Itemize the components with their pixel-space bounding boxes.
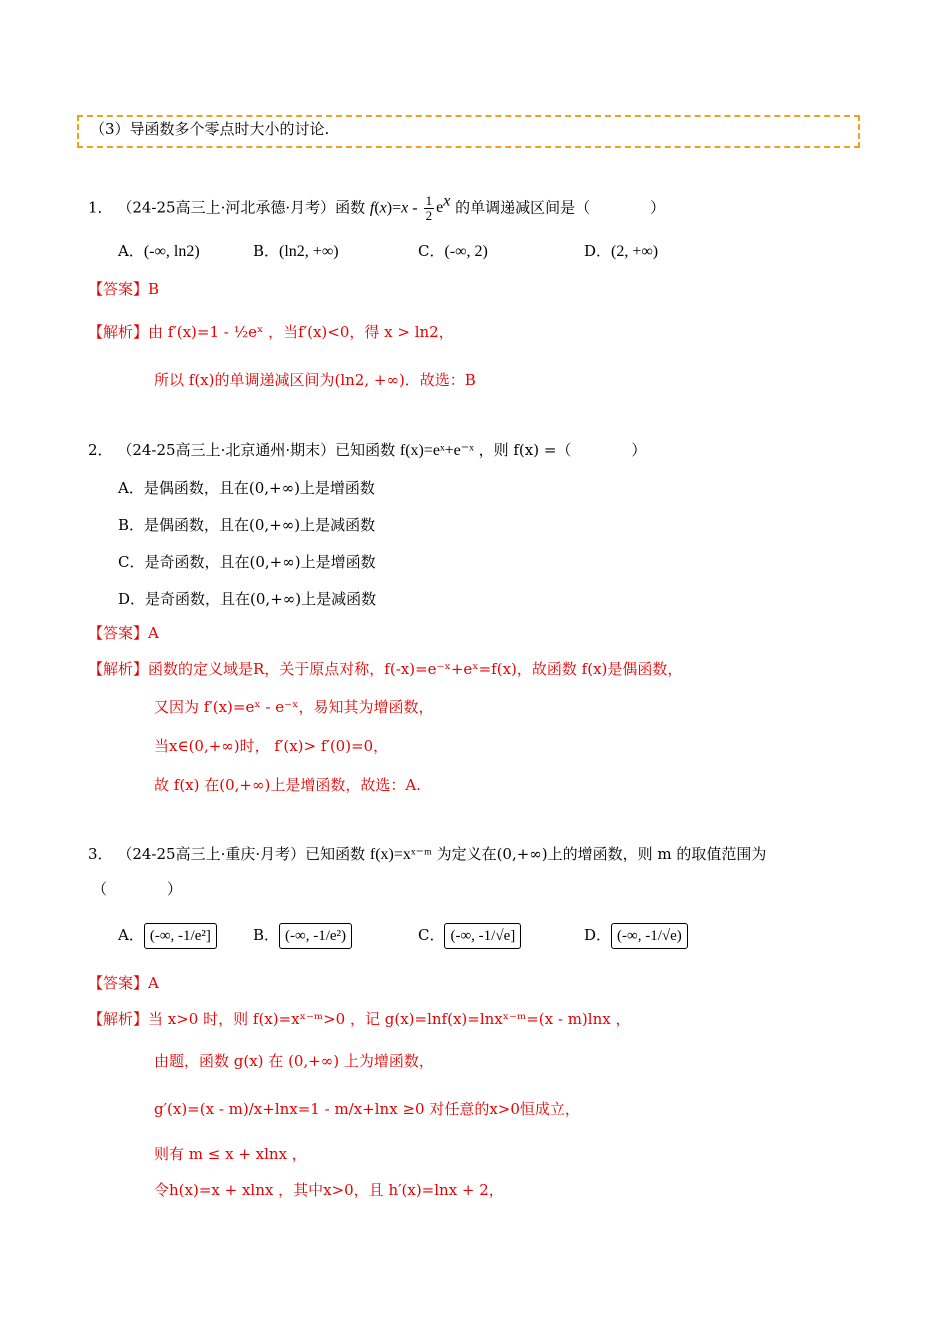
q1-answer: 【答案】B: [88, 280, 160, 298]
q3-option-b[interactable]: B． (-∞, -1/e²): [253, 923, 352, 949]
q3-stem-tail: （ ）: [92, 880, 183, 898]
q1-option-d[interactable]: D．(2, +∞): [584, 242, 659, 260]
q1-number: 1．: [88, 198, 113, 217]
q1-option-b[interactable]: B．(ln2, +∞): [253, 242, 339, 260]
q2-option-a[interactable]: A．是偶函数，且在(0,+∞)上是增函数: [118, 479, 375, 497]
q1-option-c[interactable]: C．(-∞, 2): [418, 242, 488, 260]
q2-analysis-line-4: 故 f(x) 在(0,+∞)上是增函数，故选：A.: [154, 776, 421, 794]
q2-answer: 【答案】A: [88, 624, 159, 642]
q1-option-a[interactable]: A．(-∞, ln2): [118, 242, 200, 260]
q3-source: （24-25高三上·重庆·月考）已知函数: [117, 845, 366, 863]
q1-analysis-line-1: 【解析】由 f′(x)=1 - ½eˣ ，当f′(x)<0，得 x > ln2，: [88, 323, 454, 341]
q2-function: f(x)=eˣ+e⁻ˣ: [399, 442, 474, 459]
q2-number: 2．: [88, 441, 113, 459]
q2-analysis-line-1: 【解析】函数的定义域是R，关于原点对称，f(-x)=e⁻ˣ+eˣ=f(x)，故函数 f(x)是偶函数，: [88, 660, 683, 678]
q2-option-b[interactable]: B．是偶函数，且在(0,+∞)上是减函数: [118, 516, 376, 534]
q3-option-c[interactable]: C． (-∞, -1/√e]: [418, 923, 521, 949]
q1-tail: 的单调递减区间是（ ）: [455, 198, 666, 217]
q2-option-c[interactable]: C．是奇函数，且在(0,+∞)上是增函数: [118, 553, 376, 571]
q3-option-a[interactable]: A． (-∞, -1/e²]: [118, 923, 217, 949]
q3-function: f(x)=xˣ⁻ᵐ: [369, 846, 432, 863]
q2-source: （24-25高三上·北京通州·期末）已知函数: [117, 441, 396, 459]
q3-analysis-line-4: 则有 m ≤ x + xlnx ，: [154, 1145, 307, 1163]
q3-answer: 【答案】A: [88, 974, 159, 992]
q1-fraction: $\frac{1}{2}$: [425, 192, 433, 223]
q2-stem: [88, 440, 646, 461]
q2-analysis-line-2: 又因为 f′(x)=eˣ - e⁻ˣ，易知其为增函数，: [154, 698, 434, 716]
q3-stem: [88, 844, 766, 865]
q1-stem: 1． （24-25高三上·河北承德·月考）函数 f(x)=x - $\frac{1}{2}$ $e^x$ 的单调递减区间是（ ）: [88, 192, 666, 223]
q3-analysis-line-1: 【解析】当 x>0 时，则 f(x)=xˣ⁻ᵐ>0 ，记 g(x)=lnf(x)=lnxˣ⁻ᵐ=(x - m)lnx ，: [88, 1010, 631, 1028]
q3-analysis-line-2: 由题，函数 g(x) 在 (0,+∞) 上为增函数，: [154, 1052, 434, 1070]
q3-tail: 为定义在(0,+∞)上的增函数，则 m 的取值范围为: [436, 845, 767, 863]
q1-function: f: [369, 199, 375, 217]
q2-analysis-line-3: 当x∈(0,+∞)时， f′(x)> f′(0)=0，: [154, 737, 389, 755]
q3-analysis-line-5: 令h(x)=x + xlnx ，其中x>0，且 h′(x)=lnx + 2，: [154, 1181, 504, 1199]
q3-number: 3．: [88, 845, 113, 863]
q2-tail: ，则 f(x) =（ ）: [478, 441, 647, 459]
section-title: （3）导函数多个零点时大小的讨论.: [90, 120, 330, 138]
q3-option-d[interactable]: D． (-∞, -1/√e): [584, 923, 688, 949]
q1-source: （24-25高三上·河北承德·月考）函数: [117, 198, 366, 217]
q1-analysis-line-2: 所以 f(x)的单调递减区间为(ln2, +∞)．故选：B: [154, 371, 476, 389]
q2-option-d[interactable]: D．是奇函数，且在(0,+∞)上是减函数: [118, 590, 377, 608]
q3-analysis-line-3: g′(x)=(x - m)/x+lnx=1 - m/x+lnx ≥0 对任意的x>0恒成立，: [154, 1100, 580, 1118]
